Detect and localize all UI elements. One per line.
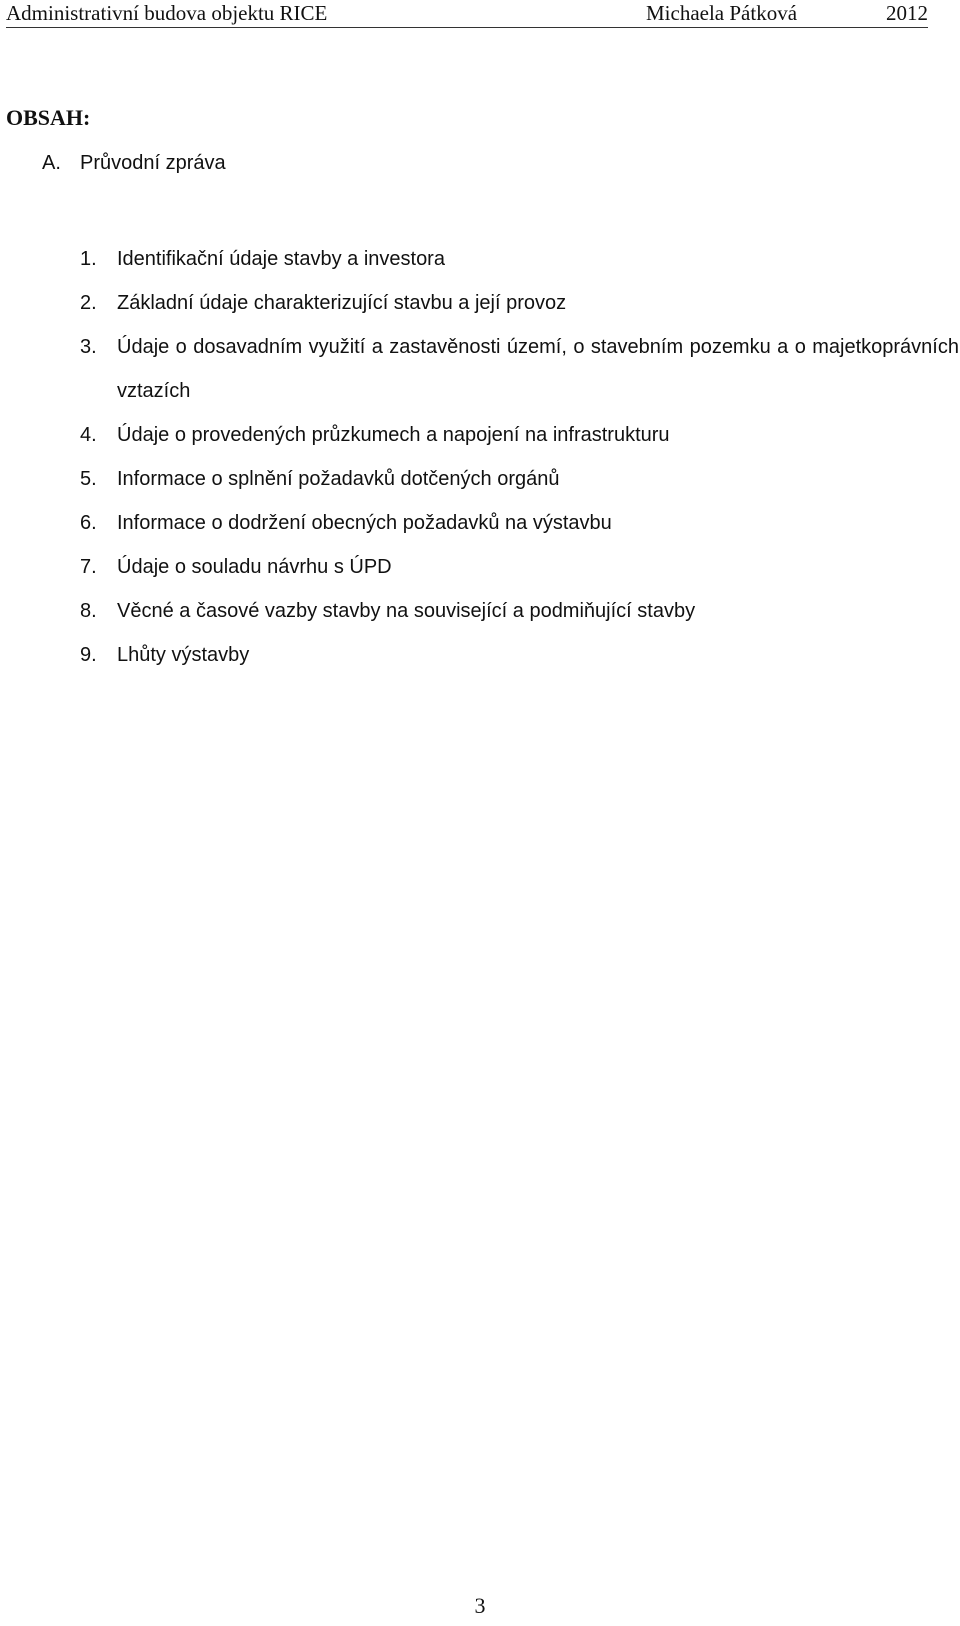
item-number: 9. bbox=[80, 644, 97, 666]
header-divider bbox=[6, 27, 928, 28]
page-header bbox=[6, 0, 928, 26]
item-text: Identifikační údaje stavby a investora bbox=[117, 248, 445, 270]
section-title: Průvodní zpráva bbox=[80, 152, 226, 174]
section-letter: A. bbox=[42, 152, 61, 174]
list-item bbox=[80, 633, 960, 677]
item-number: 7. bbox=[80, 556, 97, 578]
list-item bbox=[80, 237, 960, 281]
page-number: 3 bbox=[474, 1593, 486, 1618]
contents-heading: OBSAH: bbox=[6, 105, 91, 130]
item-number: 3. bbox=[80, 336, 97, 358]
item-text: Údaje o provedených průzkumech a napojení na infrastrukturu bbox=[117, 424, 670, 446]
item-text: Věcné a časové vazby stavby na související a podmiňující stavby bbox=[117, 600, 696, 622]
section-heading bbox=[42, 150, 226, 176]
item-text: Údaje o souladu návrhu s ÚPD bbox=[117, 556, 392, 578]
list-item bbox=[80, 457, 960, 501]
item-number: 2. bbox=[80, 292, 97, 314]
item-text: Údaje o dosavadním využití a zastavěnosti území, o stavebním pozemku a o majetkoprávních vztazích bbox=[117, 336, 959, 402]
item-text: Informace o splnění požadavků dotčených orgánů bbox=[117, 468, 560, 490]
item-text: Lhůty výstavby bbox=[117, 644, 250, 666]
item-number: 8. bbox=[80, 600, 97, 622]
list-item bbox=[80, 501, 960, 545]
list-item bbox=[80, 325, 960, 413]
header-year: 2012 bbox=[886, 1, 928, 25]
item-text: Základní údaje charakterizující stavbu a její provoz bbox=[117, 292, 567, 314]
item-number: 6. bbox=[80, 512, 97, 534]
contents-list bbox=[80, 237, 960, 677]
item-number: 4. bbox=[80, 424, 97, 446]
header-author: Michaela Pátková bbox=[646, 1, 798, 25]
list-item bbox=[80, 413, 960, 457]
list-item bbox=[80, 281, 960, 325]
list-item bbox=[80, 589, 960, 633]
header-title: Administrativní budova objektu RICE bbox=[6, 1, 328, 25]
item-number: 1. bbox=[80, 248, 97, 270]
item-text: Informace o dodržení obecných požadavků na výstavbu bbox=[117, 512, 612, 534]
item-number: 5. bbox=[80, 468, 97, 490]
list-item bbox=[80, 545, 960, 589]
